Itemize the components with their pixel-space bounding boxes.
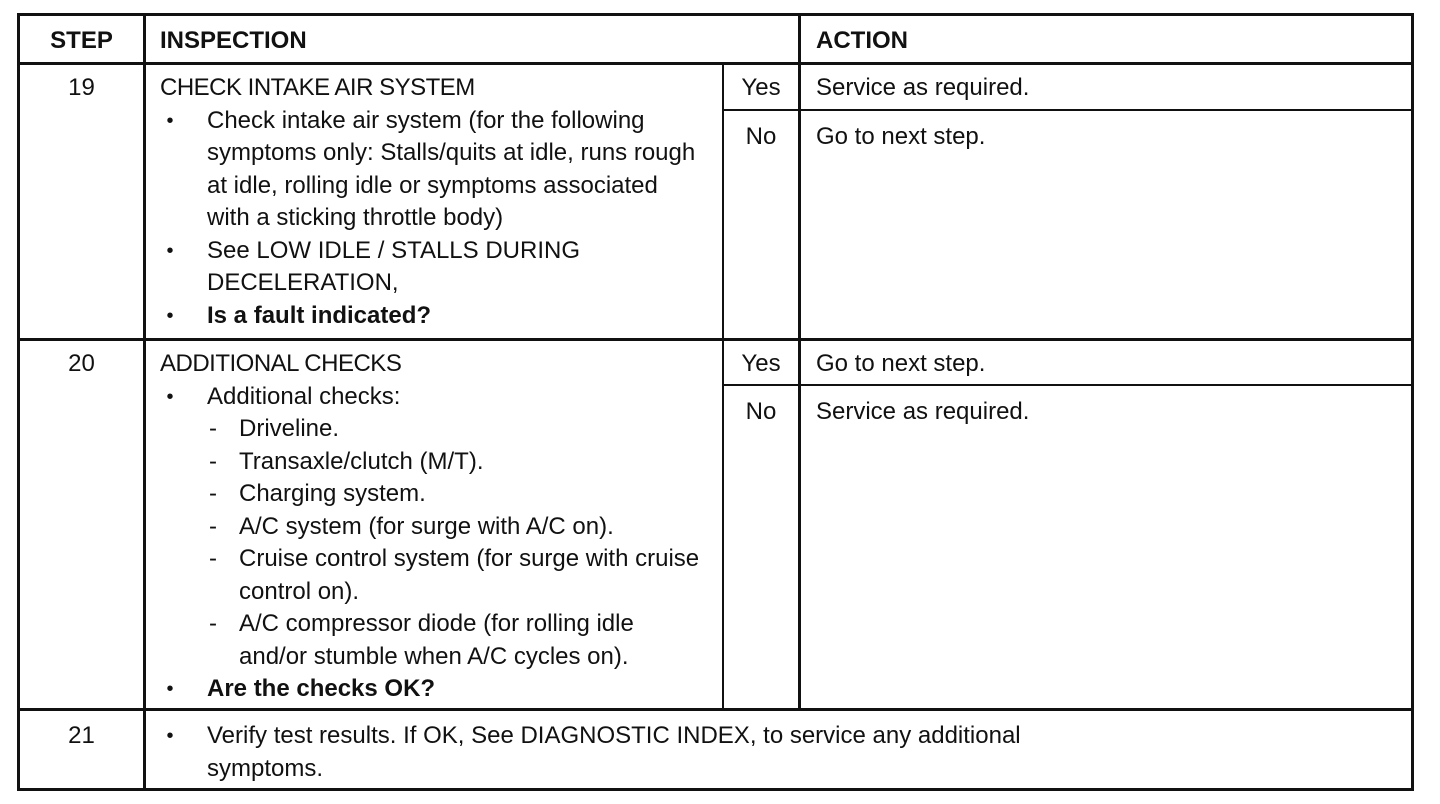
row-19-yes-no-divider [722, 109, 1411, 111]
bullet-icon: • [166, 239, 174, 262]
bullet-icon: • [166, 109, 174, 132]
action-column-divider [798, 16, 801, 708]
list-item: • See LOW IDLE / STALLS DURING DECELERATION, [160, 235, 705, 300]
list-item: • Check intake air system (for the following symptoms only: Stalls/quits at idle, runs rough at idle, rolling idle or symptoms associated with a sticking throttle body) [160, 105, 705, 235]
inspection-19 [160, 72, 705, 332]
list-item: - Charging system. [207, 478, 705, 511]
inspection-20 [160, 348, 705, 706]
step-number-20: 20 [68, 350, 95, 377]
list-item: - Cruise control system (for surge with cruise control on). [209, 545, 700, 605]
inspection-title: CHECK INTAKE AIR SYSTEM [160, 74, 475, 101]
row-19-divider [20, 338, 1411, 341]
step-column-divider [143, 16, 146, 788]
row-20-yes-no-divider [722, 384, 1411, 386]
inspection-question: Are the checks OK? [207, 675, 436, 702]
yes-label-20: Yes [741, 350, 781, 377]
yes-action-19: Service as required. [816, 74, 1030, 101]
list-item: - A/C compressor diode (for rolling idle and/or stumble when A/C cycles on). [209, 610, 634, 670]
dash-icon: - [209, 415, 217, 442]
no-action-20: Service as required. [816, 398, 1030, 425]
inspection-question: Is a fault indicated? [207, 301, 432, 329]
inspection-21 [160, 720, 1040, 785]
list-item: - Transaxle/clutch (M/T). [207, 446, 705, 479]
bullet-icon: • [166, 678, 174, 700]
inspection-bullets [160, 381, 705, 706]
bullet-icon: • [166, 725, 174, 747]
inspection-bullets [160, 720, 1040, 785]
list-item: • Additional checks: - Driveline. - Transaxle/clutch (M/T). - Charging system. - A/C system (for surge with A/C on). - Cruise control system (for surge with cruise control on). - A/C compressor diode (for rolling idle and/or stumble when A/C cycles on). [160, 381, 705, 674]
no-action-19: Go to next step. [816, 123, 986, 150]
dash-icon: - [209, 610, 217, 637]
list-item: - Driveline. [207, 413, 705, 446]
yes-label-19: Yes [741, 74, 781, 101]
no-label-19: No [745, 123, 777, 150]
header-inspection: INSPECTION [160, 27, 307, 54]
bullet-icon: • [166, 385, 174, 408]
header-action: ACTION [816, 27, 908, 54]
yes-action-20: Go to next step. [816, 350, 986, 377]
step-number-21: 21 [68, 722, 95, 749]
list-item: • Verify test results. If OK, See DIAGNOSTIC INDEX, to service any additional symptoms. [160, 720, 1040, 785]
yes-no-column-left-divider-19 [722, 65, 724, 338]
step-number-19: 19 [68, 74, 95, 101]
dash-icon: - [209, 512, 217, 540]
inspection-title: ADDITIONAL CHECKS [160, 350, 402, 377]
row-20-divider [20, 708, 1411, 711]
sub-checklist [207, 413, 705, 673]
dash-icon: - [209, 480, 217, 507]
list-item [160, 673, 705, 706]
dash-icon: - [209, 545, 217, 572]
dash-icon: - [209, 447, 217, 475]
inspection-bullets [160, 105, 705, 333]
diagnostic-table [17, 13, 1414, 791]
bullet-icon: • [166, 304, 174, 327]
header-step: STEP [50, 27, 113, 54]
list-item [160, 300, 705, 333]
list-item: - A/C system (for surge with A/C on). [207, 511, 705, 544]
no-label-20: No [745, 398, 777, 425]
